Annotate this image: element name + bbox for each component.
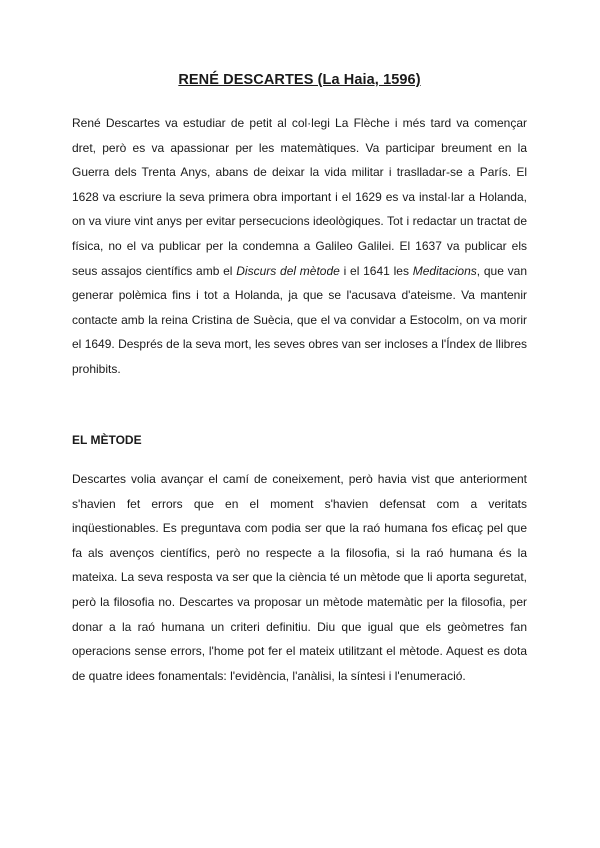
section-heading: EL MÈTODE (72, 433, 142, 447)
intro-text-1: René Descartes va estudiar de petit al col·legi La Flèche i més tard va començar dret, però es va apassionar per les matemàtiques. Va participar breument en la Guerra dels Trenta Anys, abans de deixar la vida militar i traslladar-se a París. El 1628 va escriure la seva primera obra important i el 1629 es va instal·lar a Holanda, on va viure vint anys per evitar persecucions ideològiques. Tot i redactar un tractat de física, no el va publicar per la condemna a Galileo Galilei. El 1637 va publicar els seus assajos científics amb el (72, 116, 527, 278)
document-title: RENÉ DESCARTES (La Haia, 1596) (178, 72, 421, 88)
method-paragraph: Descartes volia avançar el camí de coneixement, però havia vist que anteriorment s'havien fet errors que en el moment s'havien defensat com a veritats inqüestionables. Es preguntava com podia ser que la raó humana fos eficaç pel que fa als avenços científics, però no respecte a la filosofia, si la raó humana és la mateixa. La seva resposta va ser que la ciència té un mètode que li aporta seguretat, però la filosofia no. Descartes va proposar un mètode matemàtic per la filosofia, per donar a la raó humana un criteri definitiu. Diu que igual que els geòmetres fan operacions sense errors, l'home pot fer el mateix utilitzant el mètode. Aquest es dota de quatre idees fonamentals: l'evidència, l'anàlisi, la síntesi i l'enumeració. (72, 472, 527, 683)
intro-text-3: , que van generar polèmica fins i tot a Holanda, ja que se l'acusava d'ateisme. Va mantenir contacte amb la reina Cristina de Suècia, que el va convidar a Estocolm, on va morir el 1649. Després de la seva mort, les seves obres van ser incloses a l'Índex de llibres prohibits. (72, 263, 527, 376)
work-title-discurs: Discurs del mètode (236, 263, 340, 278)
intro-text-2: i el 1641 les (339, 263, 413, 278)
work-title-meditacions: Meditacions (412, 263, 477, 278)
intro-paragraph (72, 111, 527, 382)
